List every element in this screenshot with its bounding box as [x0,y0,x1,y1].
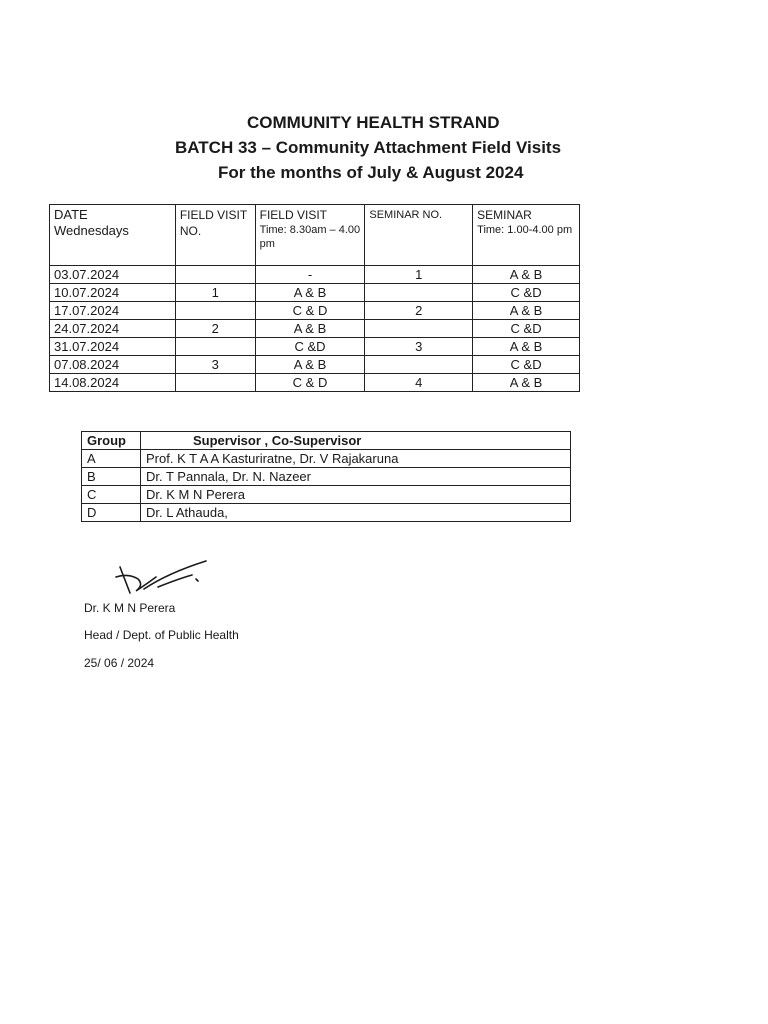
header-supervisor [141,432,571,450]
table-row [50,302,580,320]
header-date-label: DATE [54,207,88,222]
signoff-date: 25/ 06 / 2024 [84,656,155,670]
title-line-3: For the months of July & August 2024 [218,163,524,182]
header-seminar-no: SEMINAR NO. [365,205,473,266]
supervisor-header-row [82,432,571,450]
cell-seminar: A & B [473,338,580,356]
cell-supervisor: Dr. L Athauda, [141,504,571,522]
cell-seminar-no [365,284,473,302]
header-date-sub: Wednesdays [54,223,129,238]
table-row [50,320,580,338]
cell-seminar-no [365,320,473,338]
cell-supervisor: Dr. K M N Perera [141,486,571,504]
table-row [82,486,571,504]
cell-seminar: A & B [473,266,580,284]
cell-date: 14.08.2024 [50,374,176,392]
table-row [50,374,580,392]
cell-seminar-no [365,356,473,374]
handwritten-signature [108,555,218,600]
cell-seminar: C &D [473,284,580,302]
schedule-table [49,204,580,392]
schedule-header-row [50,205,580,266]
cell-field-visit-no: 3 [175,356,255,374]
cell-seminar-no: 4 [365,374,473,392]
cell-group: B [82,468,141,486]
cell-field-visit-no [175,374,255,392]
signatory-name: Dr. K M N Perera [84,601,176,615]
cell-group: A [82,450,141,468]
table-row [50,356,580,374]
supervisor-table [81,431,571,522]
cell-group: D [82,504,141,522]
cell-field-visit: A & B [255,284,365,302]
cell-field-visit-no [175,266,255,284]
cell-date: 17.07.2024 [50,302,176,320]
cell-seminar: C &D [473,356,580,374]
header-field-visit-time: Time: 8.30am – 4.00 pm [259,224,361,250]
cell-field-visit-no: 1 [175,284,255,302]
cell-supervisor: Prof. K T A A Kasturiratne, Dr. V Rajakaruna [141,450,571,468]
cell-field-visit: C & D [255,302,365,320]
table-row [50,266,580,284]
cell-field-visit-no [175,302,255,320]
table-row [50,284,580,302]
title-line-2: BATCH 33 – Community Attachment Field Visits [175,138,562,157]
cell-field-visit-no [175,338,255,356]
cell-group: C [82,486,141,504]
header-supervisor-label: Supervisor , Co-Supervisor [193,433,362,448]
cell-seminar: C &D [473,320,580,338]
cell-seminar-no: 1 [365,266,473,284]
header-group: Group [82,432,141,450]
cell-field-visit: C & D [255,374,365,392]
table-row [82,504,571,522]
cell-seminar-no: 2 [365,302,473,320]
header-seminar-label: SEMINAR [477,208,532,222]
title-line-1: COMMUNITY HEALTH STRAND [247,113,500,132]
cell-date: 07.08.2024 [50,356,176,374]
cell-date: 10.07.2024 [50,284,176,302]
cell-field-visit: A & B [255,356,365,374]
cell-seminar-no: 3 [365,338,473,356]
header-date [50,205,176,266]
header-seminar [473,205,580,266]
cell-field-visit: C &D [255,338,365,356]
header-field-visit [255,205,365,266]
cell-date: 24.07.2024 [50,320,176,338]
cell-seminar: A & B [473,302,580,320]
cell-field-visit: - [255,266,365,284]
cell-seminar: A & B [473,374,580,392]
table-row [82,450,571,468]
cell-field-visit-no: 2 [175,320,255,338]
cell-date: 03.07.2024 [50,266,176,284]
table-row [50,338,580,356]
signatory-title: Head / Dept. of Public Health [84,628,239,642]
header-field-visit-label: FIELD VISIT [259,208,327,222]
table-row [82,468,571,486]
header-seminar-time: Time: 1.00-4.00 pm [477,224,573,236]
header-field-visit-no: FIELD VISIT NO. [175,205,255,266]
cell-date: 31.07.2024 [50,338,176,356]
cell-field-visit: A & B [255,320,365,338]
cell-supervisor: Dr. T Pannala, Dr. N. Nazeer [141,468,571,486]
